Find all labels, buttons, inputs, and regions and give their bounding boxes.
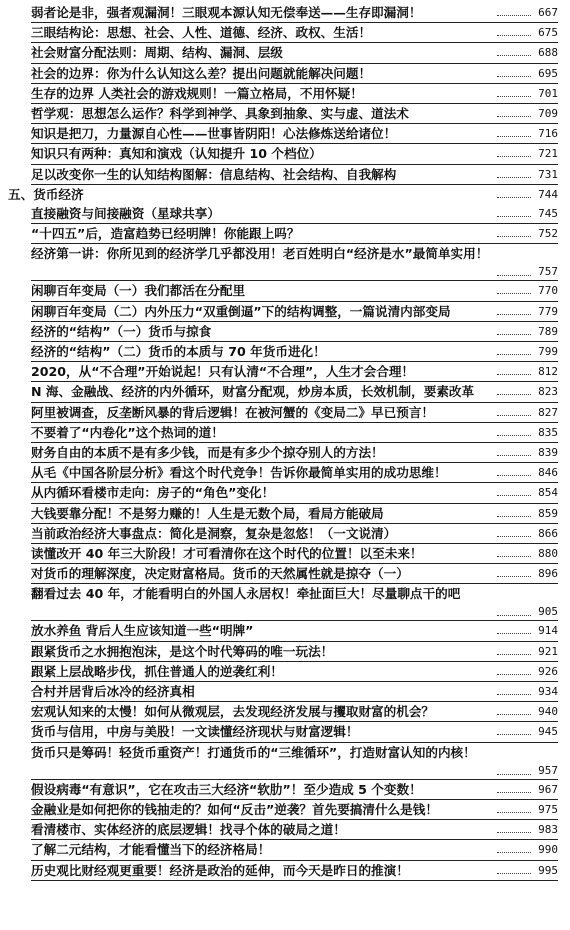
toc-entry-title: 合村并居背后冰冷的经济真相	[31, 684, 195, 699]
toc-page-number: 827	[538, 405, 558, 419]
dot-leader	[497, 96, 531, 97]
toc-page-number: 731	[538, 167, 558, 181]
dot-leader	[497, 654, 531, 655]
toc-entry[interactable]	[31, 443, 558, 463]
toc-entry[interactable]	[31, 423, 558, 443]
toc-entry-title: 2020，从“不合理”开始说起！只有认清“不合理”，人生才会合理！	[31, 364, 415, 380]
toc-page-number: 896	[538, 567, 558, 581]
toc-page-number: 866	[538, 526, 558, 540]
toc-entry-title: 金融业是如何把你的钱抽走的？如何“反击”逆袭？首先要搞清什么是钱！	[31, 801, 438, 817]
dot-leader	[497, 556, 531, 557]
toc-entry-title: 知识只有两种：真知和演戏（认知提升 10 个档位）	[31, 146, 322, 162]
toc-entry-title: 阿里被调查，反垄断风暴的背后逻辑！在被河蟹的《变局二》早已预言！	[31, 404, 434, 420]
toc-page-number: 701	[538, 86, 558, 100]
dot-leader	[497, 812, 531, 813]
toc-entry[interactable]	[31, 584, 558, 603]
toc-entry-title: 从内循环看楼市走向：房子的“角色”变化！	[31, 485, 275, 501]
toc-entry-title: 知识是把刀，力量源自心性——世事皆阴阳！心法修炼送给诸位！	[31, 126, 397, 142]
toc-entry-title: 闲聊百年变局（二）内外压力“双重倒逼”下的结构调整，一篇说清内部变局	[31, 303, 451, 319]
toc-entry[interactable]	[31, 780, 558, 800]
toc-page-number: 995	[538, 863, 558, 877]
toc-entry[interactable]	[31, 820, 558, 840]
toc-page-number: 695	[538, 66, 558, 80]
toc-entry[interactable]	[31, 403, 558, 423]
toc-page-number: 990	[538, 843, 558, 857]
toc-entry-title: 跟紧上层战略步伐，抓住普通人的逆袭红利！	[31, 663, 283, 679]
toc-page-number: 926	[538, 664, 558, 678]
toc-entry-title: 经济第一讲：你所见到的经济学几乎都没用！老百姓明白“经济是水”最简单实用！	[31, 246, 489, 262]
toc-page-number: 967	[538, 782, 558, 796]
dot-leader	[497, 116, 531, 117]
toc-page-number: 744	[538, 187, 558, 201]
dot-leader	[497, 615, 531, 616]
dot-leader	[497, 435, 531, 436]
toc-page-number: 934	[538, 685, 558, 698]
toc-entry-title: 假设病毒“有意识”，它在攻击三大经济“软肋”！至少造成 5 个变数！	[31, 781, 422, 797]
toc-entry[interactable]	[31, 204, 558, 224]
toc-entry[interactable]	[31, 43, 558, 63]
toc-entry-title: 经济的“结构”（一）货币与掠食	[31, 323, 212, 339]
dot-leader	[497, 374, 531, 375]
toc-entry-title: 当前政治经济大事盘点：简化是洞察，复杂是忽悠！（一文说清）	[31, 525, 397, 541]
toc-page-number: 957	[538, 763, 558, 777]
toc-entry[interactable]	[31, 642, 558, 662]
dot-leader	[497, 873, 531, 874]
dot-leader	[497, 674, 531, 675]
toc-page-number: 940	[538, 705, 558, 719]
toc-entry-title: 放水养鱼 背后人生应该知道一些“明牌”	[31, 623, 254, 639]
toc-entry-title: 哲学观：思想怎么运作？科学到神学、具象到抽象、实与虚、道法术	[31, 105, 409, 121]
toc-page-number: 921	[538, 644, 558, 658]
toc-entry-title: 直接融资与间接融资（星球共享）	[31, 205, 220, 221]
toc-page-number: 945	[538, 725, 558, 739]
toc-page-number: 839	[538, 445, 558, 459]
toc-entry-title: 从毛《中国各阶层分析》看这个时代竞争！告诉你最简单实用的成功思维！	[31, 465, 447, 481]
toc-page-number: 709	[538, 106, 558, 120]
toc-entry[interactable]	[31, 861, 558, 881]
toc-page-number: 905	[538, 605, 558, 619]
toc-entry[interactable]	[31, 603, 558, 621]
dot-leader	[497, 216, 531, 217]
toc-page-number: 675	[538, 26, 558, 40]
dot-leader	[497, 495, 531, 496]
toc-entry-title: 读懂改开 40 年三大阶段！才可看清你在这个时代的位置！以至未来！	[31, 545, 423, 561]
toc-entry[interactable]	[31, 463, 558, 483]
toc-entry-title: 货币只是筹码！轻货币重资产！打通货币的“三维循环”，打造财富认知的内核！	[31, 744, 476, 760]
toc-page-number: 799	[538, 345, 558, 358]
toc-entry-title: 经济的“结构”（二）货币的本质与 70 年货币进化！	[31, 344, 326, 359]
toc-page-number: 716	[538, 127, 558, 141]
toc-page-number: 823	[538, 385, 558, 399]
section-title: 五、货币经济	[8, 186, 84, 202]
toc-entry[interactable]	[31, 302, 558, 322]
dot-leader	[497, 714, 531, 715]
toc-entry-title: 生存的边界 人类社会的游戏规则！一篇立格局，不用怀疑！	[31, 85, 363, 101]
toc-entry-title: 历史观比财经观更重要！经济是政治的延伸，而今天是昨日的推演！	[31, 862, 409, 878]
toc-entry-title: 宏观认知来的太慢！如何从微观层，去发现经济发展与攫取财富的机会？	[31, 704, 434, 720]
toc-page-number: 745	[538, 206, 558, 220]
toc-entry-title: 看清楼市、实体经济的底层逻辑！找寻个体的破局之道！	[31, 822, 346, 838]
toc-page-number: 846	[538, 466, 558, 480]
toc-page-number: 914	[538, 624, 558, 638]
toc-entry[interactable]	[31, 64, 558, 84]
toc-entry[interactable]	[31, 3, 558, 23]
dot-leader	[497, 792, 531, 793]
toc-entry[interactable]	[31, 144, 558, 164]
toc-entry-title: 财务自由的本质不是有多少钱，而是有多少个掠夺别人的方法！	[31, 444, 384, 460]
dot-leader	[497, 774, 531, 775]
toc-entry[interactable]	[31, 281, 558, 301]
dot-leader	[497, 293, 531, 294]
toc-entry-title: “十四五”后，造富趋势已经明牌！你能跟上吗？	[31, 226, 300, 242]
dot-leader	[497, 415, 531, 416]
toc-entry[interactable]	[31, 244, 558, 263]
dot-leader	[497, 156, 531, 157]
dot-leader	[497, 314, 531, 315]
toc-page-number: 975	[538, 802, 558, 816]
toc-entry[interactable]	[31, 662, 558, 682]
dot-leader	[497, 55, 531, 56]
toc-entry-title: 闲聊百年变局（一）我们都活在分配里	[31, 283, 246, 299]
toc-page-number: 859	[538, 506, 558, 520]
dot-leader	[497, 394, 531, 395]
toc-entry[interactable]	[31, 382, 558, 402]
dot-leader	[497, 177, 531, 178]
toc-entry[interactable]	[31, 800, 558, 820]
toc-page-number: 770	[538, 284, 558, 298]
toc-entry[interactable]	[31, 23, 558, 43]
toc-entry[interactable]	[31, 224, 558, 244]
toc-page-number: 812	[538, 365, 558, 379]
toc-page-number: 667	[538, 6, 558, 19]
toc-page-number: 835	[538, 425, 558, 439]
toc-entry[interactable]	[31, 722, 558, 742]
toc-entry-title: 足以改变你一生的认知结构图解：信息结构、社会结构、自我解构	[31, 166, 397, 182]
toc-entry[interactable]	[31, 362, 558, 382]
dot-leader	[497, 76, 531, 77]
toc-entry-title: 货币与信用，中房与美股！一文读懂经济现状与财富逻辑！	[31, 724, 359, 740]
table-of-contents	[0, 3, 570, 881]
dot-leader	[497, 633, 531, 634]
toc-entry-title: 社会财富分配法则：周期、结构、漏洞、层级	[31, 45, 283, 61]
toc-entry[interactable]	[31, 762, 558, 780]
toc-entry-title: 对货币的理解深度，决定财富格局。货币的天然属性就是掠夺（一）	[31, 566, 409, 582]
toc-entry-title: 社会的边界：你为什么认知这么差？提出问题就能解决问题！	[31, 65, 372, 81]
toc-entry-title: 弱者论是非，强者观漏洞！三眼观本源认知无偿奉送——生存即漏洞！	[31, 5, 422, 20]
toc-entry[interactable]	[31, 165, 558, 185]
dot-leader	[497, 334, 531, 335]
toc-entry[interactable]	[31, 702, 558, 722]
dot-leader	[497, 236, 531, 237]
toc-entry[interactable]	[31, 483, 558, 503]
dot-leader	[497, 832, 531, 833]
toc-entry-title: 大钱要靠分配！不是努力赚的！人生是无数个局，看局方能破局	[31, 505, 384, 521]
toc-entry[interactable]	[31, 524, 558, 544]
dot-leader	[497, 536, 531, 537]
toc-entry[interactable]	[31, 124, 558, 144]
toc-section-heading[interactable]	[8, 185, 558, 204]
dot-leader	[497, 516, 531, 517]
dot-leader	[497, 35, 531, 36]
toc-entry-title: N 海、金融战、经济的内外循环，财富分配观，炒房本质，长效机制，要素改革	[31, 384, 475, 400]
dot-leader	[497, 197, 531, 198]
toc-page-number: 688	[538, 46, 558, 60]
toc-entry[interactable]	[31, 682, 558, 702]
toc-entry-title: 三眼结构论：思想、社会、人性、道德、经济、政权、生活！	[31, 25, 372, 41]
toc-entry[interactable]	[31, 564, 558, 584]
dot-leader	[497, 852, 531, 853]
dot-leader	[497, 275, 531, 276]
toc-page-number: 779	[538, 304, 558, 318]
toc-page-number: 854	[538, 486, 558, 500]
dot-leader	[497, 694, 531, 695]
dot-leader	[497, 475, 531, 476]
toc-entry-title: 了解二元结构，才能看懂当下的经济格局！	[31, 842, 271, 858]
toc-entry-title: 不要着了“内卷化”这个热词的道！	[31, 424, 224, 440]
toc-page-number: 880	[538, 546, 558, 560]
dot-leader	[497, 354, 531, 355]
toc-entry[interactable]	[31, 621, 558, 641]
toc-entry[interactable]	[31, 84, 558, 104]
toc-entry-title: 跟紧货币之水拥抱泡沫，是这个时代筹码的唯一玩法！	[31, 643, 334, 659]
toc-entry[interactable]	[31, 504, 558, 524]
toc-entry[interactable]	[31, 840, 558, 860]
toc-page-number: 757	[538, 265, 558, 279]
dot-leader	[497, 734, 531, 735]
dot-leader	[497, 455, 531, 456]
toc-entry[interactable]	[31, 743, 558, 762]
toc-entry[interactable]	[31, 342, 558, 362]
dot-leader	[497, 576, 531, 577]
toc-entry[interactable]	[31, 322, 558, 342]
toc-entry[interactable]	[31, 544, 558, 564]
toc-page-number: 789	[538, 324, 558, 338]
dot-leader	[497, 15, 531, 16]
toc-page-number: 983	[538, 823, 558, 837]
toc-entry[interactable]	[31, 104, 558, 124]
toc-entry-title: 翻看过去 40 年，才能看明白的外国人永居权！牵扯面巨大！尽量聊点干的吧	[31, 586, 461, 602]
toc-page-number: 752	[538, 227, 558, 241]
toc-page-number: 721	[538, 147, 558, 161]
toc-entry[interactable]	[31, 263, 558, 281]
dot-leader	[497, 136, 531, 137]
